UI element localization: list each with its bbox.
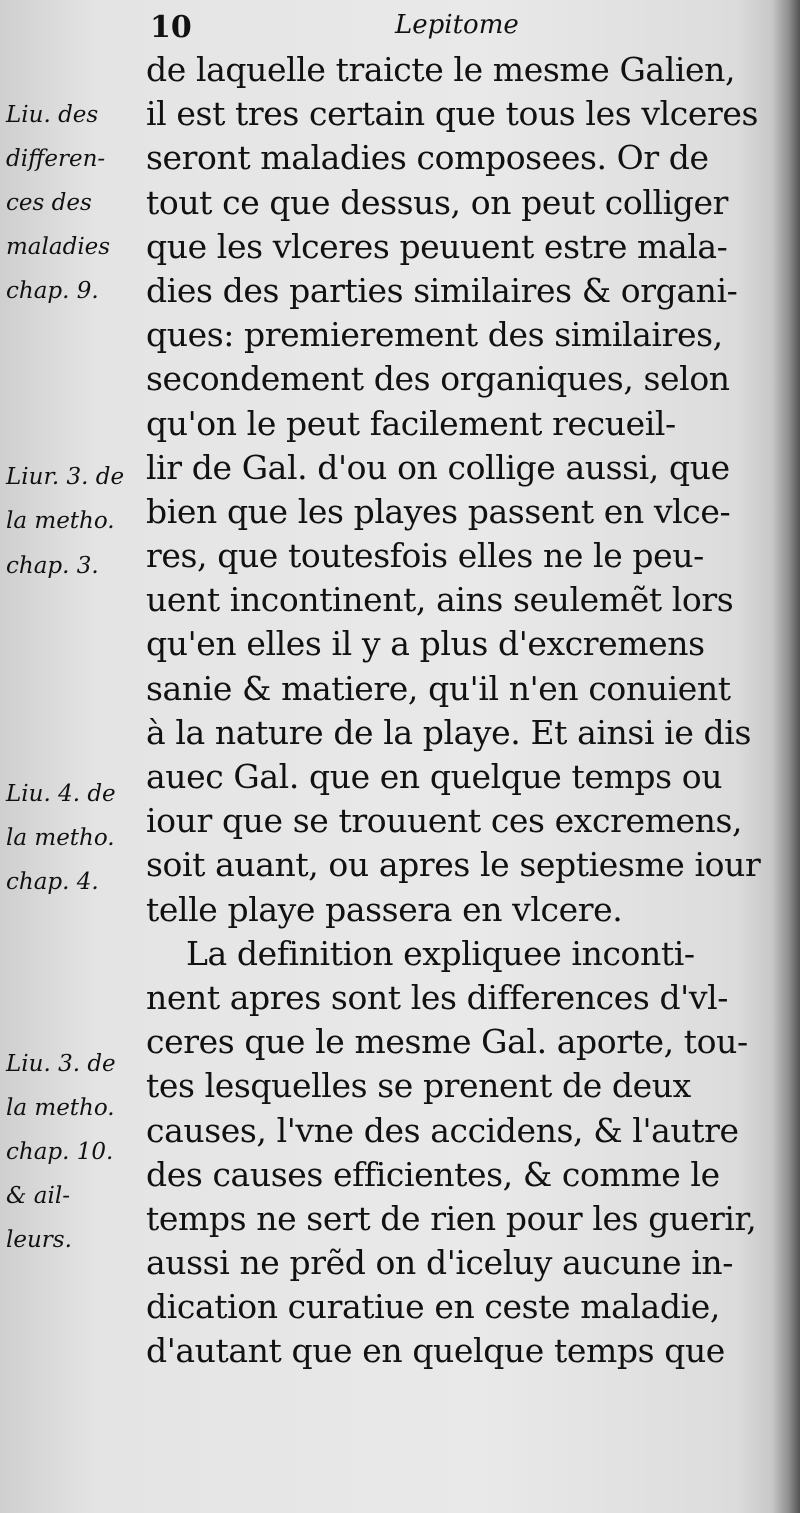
margin-note-line: chap. 3. xyxy=(6,553,99,579)
body-line: telle playe passera en vlcere. xyxy=(146,889,623,929)
page-number: 10 xyxy=(150,10,192,45)
body-line: d'autant que en quelque temps que xyxy=(146,1331,725,1371)
body-line: dies des parties similaires & organi- xyxy=(146,270,738,310)
running-title: Lepitome xyxy=(395,10,519,40)
body-line: ceres que le mesme Gal. aporte, tou- xyxy=(146,1022,748,1062)
body-line: temps ne sert de rien pour les guerir, xyxy=(146,1198,757,1238)
body-line: tout ce que dessus, on peut colliger xyxy=(146,182,729,222)
body-line: il est tres certain que tous les vlceres xyxy=(146,94,758,134)
margin-note-line: chap. 4. xyxy=(6,869,99,895)
paragraph-first-line: La definition expliquee inconti- xyxy=(186,933,695,973)
body-line: sanie & matiere, qu'il n'en conuient xyxy=(146,668,731,708)
body-line: uent incontinent, ains seulemẽt lors xyxy=(146,580,734,620)
margin-note-line: chap. 10. xyxy=(6,1139,114,1165)
body-line: lir de Gal. d'ou on collige aussi, que xyxy=(146,447,730,487)
body-line: aussi ne prẽd on d'iceluy aucune in- xyxy=(146,1243,733,1283)
body-line: auec Gal. que en quelque temps ou xyxy=(146,757,723,796)
body-line: seront maladies composees. Or de xyxy=(146,138,709,178)
margin-note-line: Liu. 3. de xyxy=(6,1051,116,1077)
margin-note-line: la metho. xyxy=(6,1095,115,1121)
body-line: ques: premierement des similaires, xyxy=(146,315,723,355)
margin-note-line: differen- xyxy=(6,146,106,172)
body-line: qu'en elles il y a plus d'excremens xyxy=(146,624,705,664)
margin-note-line: la metho. xyxy=(6,508,115,534)
body-line: iour que se trouuent ces excremens, xyxy=(146,801,743,841)
body-line: nent apres sont les differences d'vl- xyxy=(146,977,729,1017)
body-line: soit auant, ou apres le septiesme iour xyxy=(146,845,761,885)
margin-note-line: chap. 9. xyxy=(6,278,99,304)
margin-note-line: Liu. des xyxy=(6,102,99,128)
margin-note-line: la metho. xyxy=(6,825,115,851)
body-line: que les vlceres peuuent estre mala- xyxy=(146,226,728,266)
margin-note-line: leurs. xyxy=(6,1227,72,1253)
body-line: des causes efficientes, & comme le xyxy=(146,1154,720,1194)
body-line: tes lesquelles se prenent de deux xyxy=(146,1066,691,1106)
body-line: secondement des organiques, selon xyxy=(146,359,730,399)
body-line: de laquelle traicte le mesme Galien, xyxy=(146,50,736,89)
body-line: bien que les playes passent en vlce- xyxy=(146,491,731,531)
body-line: causes, l'vne des accidens, & l'autre xyxy=(146,1110,739,1150)
margin-note-line: ces des xyxy=(6,190,92,216)
body-line: dication curatiue en ceste maladie, xyxy=(146,1287,720,1327)
margin-note-line: & ail- xyxy=(6,1183,70,1209)
margin-note-line: Liu. 4. de xyxy=(6,781,116,807)
body-line: res, que toutesfois elles ne le peu- xyxy=(146,536,704,576)
body-line: à la nature de la playe. Et ainsi ie dis xyxy=(146,712,751,752)
body-text xyxy=(146,48,786,1374)
page-header xyxy=(0,6,800,46)
margin-note-line: Liur. 3. de xyxy=(6,464,125,490)
margin-note-line: maladies xyxy=(6,234,111,260)
body-line: qu'on le peut facilement recueil- xyxy=(146,403,676,443)
